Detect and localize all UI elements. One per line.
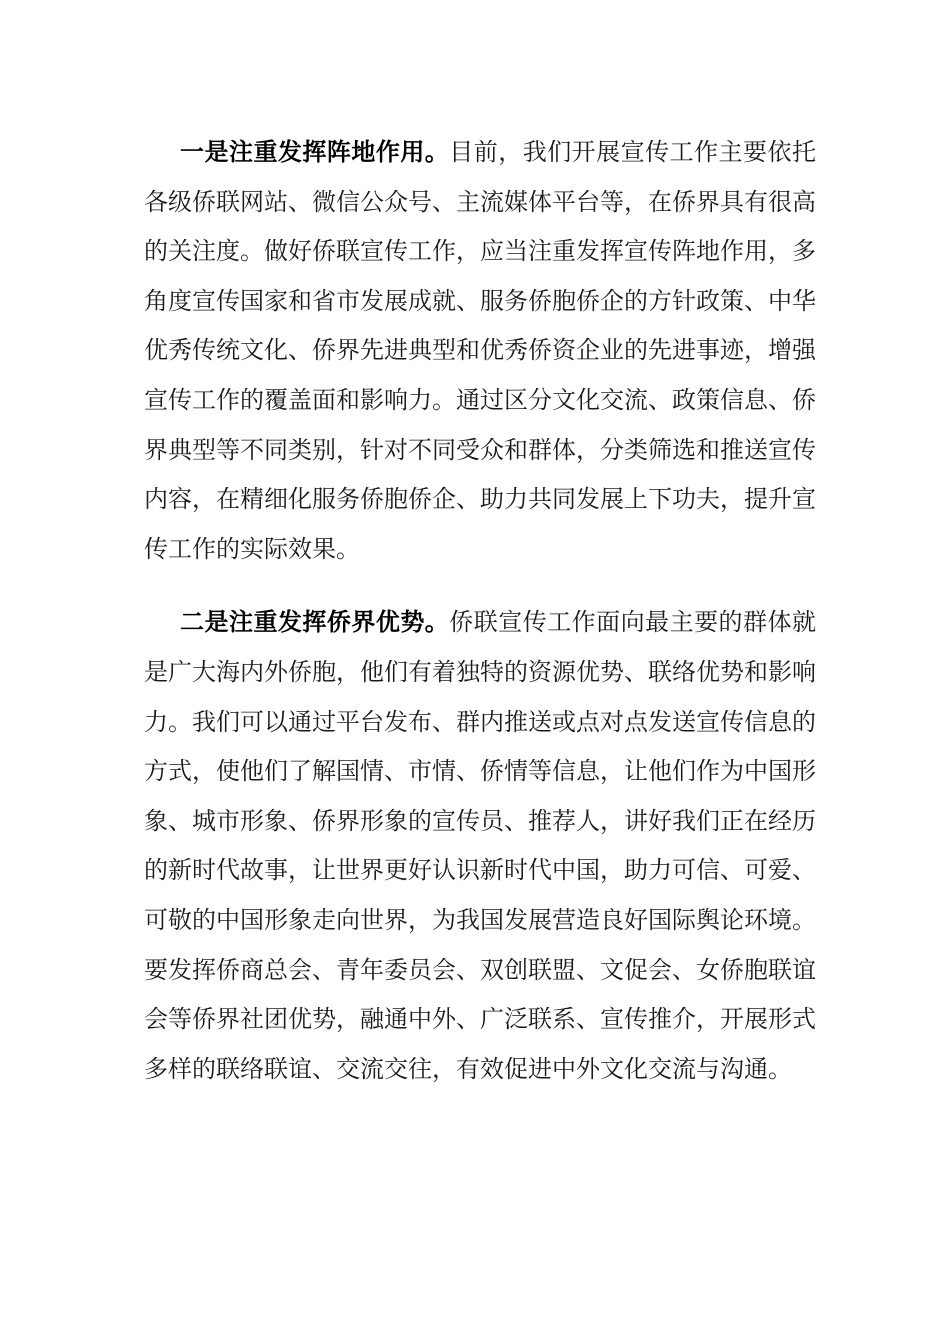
document-body [144,128,816,1094]
paragraph-1 [144,128,816,574]
paragraph-2 [144,598,816,1094]
paragraph-2-heading: 二是注重发挥侨界优势。 [180,608,450,637]
paragraph-2-text: 侨联宣传工作面向最主要的群体就是广大海内外侨胞，他们有着独特的资源优势、联络优势和影响力。我们可以通过平台发布、群内推送或点对点发送宣传信息的方式，使他们了解国情、市情、侨情等信息，让他们作为中国形象、城市形象、侨界形象的宣传员、推荐人，讲好我们正在经历的新时代故事，让世界更好认识新时代中国，助力可信、可爱、可敬的中国形象走向世界，为我国发展营造良好国际舆论环境。要发挥侨商总会、青年委员会、双创联盟、文促会、女侨胞联谊会等侨界社团优势，融通中外、广泛联系、宣传推介，开展形式多样的联络联谊、交流交往，有效促进中外文化交流与沟通。 [144,608,817,1083]
paragraph-1-heading: 一是注重发挥阵地作用。 [180,138,450,166]
paragraph-1-text: 目前，我们开展宣传工作主要依托各级侨联网站、微信公众号、主流媒体平台等，在侨界具有很高的关注度。做好侨联宣传工作，应当注重发挥宣传阵地作用，多角度宣传国家和省市发展成就、服务侨胞侨企的方针政策、中华优秀传统文化、侨界先进典型和优秀侨资企业的先进事迹，增强宣传工作的覆盖面和影响力。通过区分文化交流、政策信息、侨界典型等不同类别，针对不同受众和群体，分类筛选和推送宣传内容，在精细化服务侨胞侨企、助力共同发展上下功夫，提升宣传工作的实际效果。 [144,138,817,563]
